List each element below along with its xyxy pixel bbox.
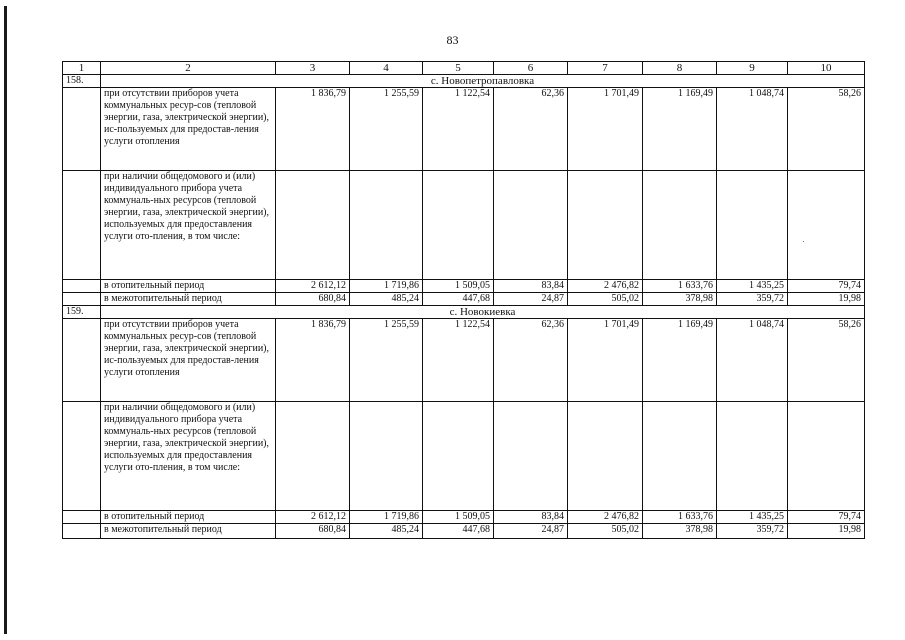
row-heating-period <box>63 280 865 293</box>
value-cell <box>568 171 643 280</box>
value-cell: 2 476,82 <box>568 280 643 293</box>
value-cell: 378,98 <box>643 293 717 306</box>
value-cell <box>643 171 717 280</box>
value-cell: 1 509,05 <box>423 280 494 293</box>
value-cell: 359,72 <box>717 293 788 306</box>
value-cell: 1 701,49 <box>568 319 643 402</box>
value-cell <box>494 402 568 511</box>
settlement-index: 159. <box>63 306 101 319</box>
value-cell: 1 633,76 <box>643 280 717 293</box>
value-cell: 485,24 <box>350 524 423 539</box>
column-header: 6 <box>494 62 568 75</box>
value-cell <box>568 402 643 511</box>
value-cell <box>494 171 568 280</box>
settlement-name: с. Новокиевка <box>101 306 865 319</box>
row-index-cell <box>63 293 101 306</box>
column-header: 5 <box>423 62 494 75</box>
settlement-name: с. Новопетропавловка <box>101 75 865 88</box>
value-cell <box>350 171 423 280</box>
row-non-heating-period <box>63 293 865 306</box>
value-cell: 1 836,79 <box>276 88 350 171</box>
value-cell <box>717 402 788 511</box>
value-cell: 62,36 <box>494 88 568 171</box>
value-cell: 447,68 <box>423 293 494 306</box>
value-cell: 1 509,05 <box>423 511 494 524</box>
row-label: в отопительный период <box>101 511 276 524</box>
row-label: при наличии общедомового и (или) индивидуального прибора учета коммуналь-ных ресурсов (тепловой энергии, газа, электрической энергии), используемых для предоставления услуги ото-пления, в том числе: <box>101 171 276 280</box>
value-cell: 79,74 <box>788 511 865 524</box>
value-cell <box>350 402 423 511</box>
settlement-index: 158. <box>63 75 101 88</box>
column-header: 3 <box>276 62 350 75</box>
row-index-cell <box>63 319 101 402</box>
value-cell: 24,87 <box>494 524 568 539</box>
row-label: при отсутствии приборов учета коммунальных ресур-сов (тепловой энергии, газа, электрической энергии), ис-пользуемых для предостав-ления услуги отопления <box>101 319 276 402</box>
row-with-meters <box>63 171 865 280</box>
value-cell: 359,72 <box>717 524 788 539</box>
row-index-cell <box>63 524 101 539</box>
value-cell: 24,87 <box>494 293 568 306</box>
value-cell <box>423 171 494 280</box>
value-cell: 83,84 <box>494 511 568 524</box>
row-without-meters <box>63 88 865 171</box>
value-cell: 1 122,54 <box>423 319 494 402</box>
value-cell: 1 169,49 <box>643 88 717 171</box>
value-cell: 447,68 <box>423 524 494 539</box>
value-cell: 1 122,54 <box>423 88 494 171</box>
value-cell: 83,84 <box>494 280 568 293</box>
value-cell: 2 612,12 <box>276 511 350 524</box>
value-cell <box>717 171 788 280</box>
page-number: 83 <box>446 33 459 47</box>
value-cell: 2 612,12 <box>276 280 350 293</box>
value-cell: 2 476,82 <box>568 511 643 524</box>
value-cell: 1 633,76 <box>643 511 717 524</box>
value-cell: 1 169,49 <box>643 319 717 402</box>
column-header-row <box>63 62 865 75</box>
column-header: 2 <box>101 62 276 75</box>
value-cell: 1 719,86 <box>350 280 423 293</box>
value-cell <box>788 171 865 280</box>
value-cell <box>423 402 494 511</box>
value-cell: 19,98 <box>788 293 865 306</box>
row-without-meters <box>63 319 865 402</box>
value-cell: 1 701,49 <box>568 88 643 171</box>
value-cell: 79,74 <box>788 280 865 293</box>
row-label: в отопительный период <box>101 280 276 293</box>
row-non-heating-period <box>63 524 865 539</box>
tariff-table <box>62 61 865 539</box>
value-cell: 1 435,25 <box>717 511 788 524</box>
value-cell <box>276 402 350 511</box>
settlement-row <box>63 306 865 319</box>
row-label: при наличии общедомового и (или) индивидуального прибора учета коммуналь-ных ресурсов (тепловой энергии, газа, электрической энергии), используемых для предоставления услуги ото-пления, в том числе: <box>101 402 276 511</box>
row-index-cell <box>63 280 101 293</box>
column-header: 9 <box>717 62 788 75</box>
value-cell: 58,26 <box>788 319 865 402</box>
value-cell: 19,98 <box>788 524 865 539</box>
value-cell: 1 719,86 <box>350 511 423 524</box>
value-cell: 1 255,59 <box>350 319 423 402</box>
column-header: 10 <box>788 62 865 75</box>
column-header: 4 <box>350 62 423 75</box>
value-cell <box>788 402 865 511</box>
row-index-cell <box>63 402 101 511</box>
value-cell: 378,98 <box>643 524 717 539</box>
row-label: в межотопительный период <box>101 524 276 539</box>
row-index-cell <box>63 511 101 524</box>
value-cell: 505,02 <box>568 293 643 306</box>
value-cell: 62,36 <box>494 319 568 402</box>
value-cell: 1 255,59 <box>350 88 423 171</box>
row-label: при отсутствии приборов учета коммунальных ресур-сов (тепловой энергии, газа, электрической энергии), ис-пользуемых для предостав-ления услуги отопления <box>101 88 276 171</box>
row-index-cell <box>63 171 101 280</box>
value-cell: 1 048,74 <box>717 88 788 171</box>
column-header: 1 <box>63 62 101 75</box>
value-cell: 680,84 <box>276 293 350 306</box>
value-cell: 1 435,25 <box>717 280 788 293</box>
value-cell <box>643 402 717 511</box>
value-cell: 1 048,74 <box>717 319 788 402</box>
scan-edge-line <box>4 6 7 634</box>
value-cell: 58,26 <box>788 88 865 171</box>
row-heating-period <box>63 511 865 524</box>
value-cell: 485,24 <box>350 293 423 306</box>
settlement-row <box>63 75 865 88</box>
column-header: 7 <box>568 62 643 75</box>
value-cell: 505,02 <box>568 524 643 539</box>
row-index-cell <box>63 88 101 171</box>
value-cell <box>276 171 350 280</box>
value-cell: 680,84 <box>276 524 350 539</box>
value-cell: 1 836,79 <box>276 319 350 402</box>
row-with-meters <box>63 402 865 511</box>
row-label: в межотопительный период <box>101 293 276 306</box>
column-header: 8 <box>643 62 717 75</box>
